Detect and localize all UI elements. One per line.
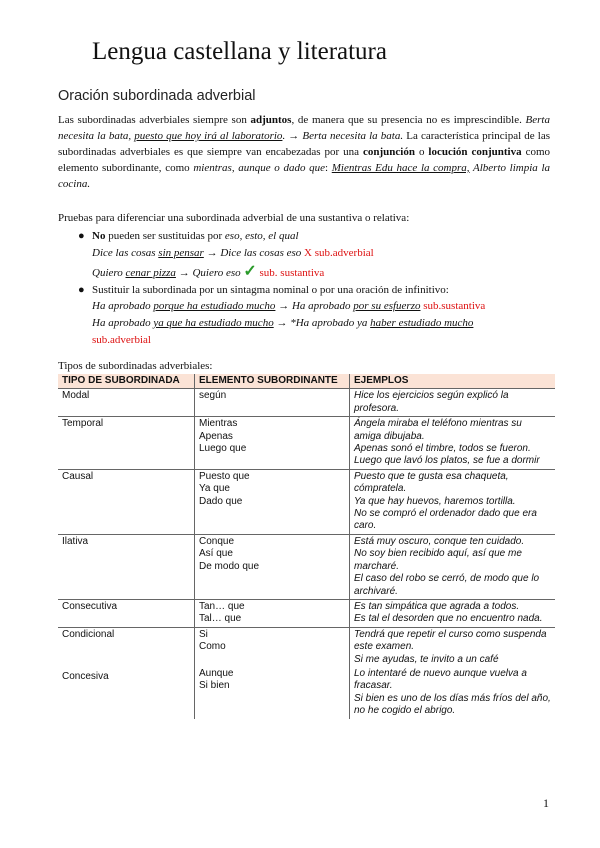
example-item: Hice los ejercicios según explicó la profesora. (354, 390, 509, 414)
text: Dice las cosas (92, 246, 159, 259)
annotation-mark: sub.sustantiva (420, 300, 486, 313)
table-row (58, 469, 555, 534)
cell-tipo: Ilativa (58, 534, 195, 599)
intro-text: Las subordinadas adverbiales siempre son (58, 114, 251, 126)
page-title: Lengua castellana y literatura (92, 38, 387, 65)
subordinate-types-table (58, 374, 555, 719)
example-result: . → Berta necesita la bata. (282, 130, 404, 142)
header-ejemplos: EJEMPLOS (350, 374, 556, 389)
table-header-row (58, 374, 555, 389)
cell-elemento (195, 417, 350, 470)
example-subordinate: Mientras Edu hace la compra, (331, 162, 470, 174)
text: → *Ha aprobado ya (273, 316, 371, 329)
example-connectors: mientras, aunque o dado que (193, 162, 326, 174)
keyword-locucion: locución conjuntiva (428, 146, 522, 158)
example-item: Apenas sonó el timbre, todos se fueron. (354, 443, 531, 455)
cell-tipo: Consecutiva (58, 599, 195, 627)
list-item (58, 282, 550, 299)
example-item: Si bien es uno de los días más fríos del año, no he cogido el abrigo. (354, 692, 551, 717)
example-item: Está muy oscuro, conque ten cuidado. (354, 535, 525, 547)
tests-list (58, 228, 550, 348)
annotation-mark: X sub.adverbial (304, 246, 374, 259)
table-row (58, 534, 555, 599)
example-line (58, 332, 550, 349)
cell-ejemplos (350, 627, 556, 667)
text: → Ha aprobado (275, 300, 354, 313)
elemento-item: Apenas (199, 430, 233, 442)
table-row (58, 627, 555, 667)
cell-elemento (195, 599, 350, 627)
check-icon: ✓ (243, 263, 257, 281)
example-line (58, 264, 550, 282)
elemento-item: Tan… que (199, 600, 245, 612)
example-sentence: Alberto limpia la cocina. (58, 162, 551, 190)
cell-elemento (195, 667, 350, 719)
cell-tipo: Modal (58, 389, 195, 417)
text: → Quiero eso (175, 267, 244, 280)
italic-text: eso, esto, el qual (224, 230, 299, 242)
elemento-item: Si bien (199, 680, 230, 692)
bullet-icon: ● (78, 283, 85, 296)
elemento-item: Ya que (199, 483, 230, 495)
example-item: Si me ayudas, te invito a un café (354, 653, 499, 665)
cell-tipo: Temporal (58, 417, 195, 470)
cell-ejemplos (350, 389, 556, 417)
example-item: No se compró el ordenador dado que era caro. (354, 508, 537, 532)
intro-text: como elemento subordinante, como (58, 146, 551, 174)
section-heading: Oración subordinada adverbial (58, 88, 256, 104)
intro-text: o (414, 146, 429, 158)
example-item: Puesto que te gusta esa chaqueta, cómpratela. (354, 470, 509, 495)
cell-tipo: Condicional (58, 627, 195, 667)
example-item: El caso del robo se cerró, de modo que lo archivaré. (354, 573, 540, 597)
text: Quiero (92, 267, 126, 280)
cell-elemento (195, 534, 350, 599)
intro-text: , de manera que su presencia no es imprescindible. (291, 114, 526, 126)
elemento-item: De modo que (199, 560, 260, 572)
example-item: Es tal el desorden que no encuentro nada. (354, 613, 543, 625)
elemento-item: Así que (199, 548, 233, 560)
intro-text: : (325, 162, 332, 174)
table-row (58, 389, 555, 417)
annotation-mark: sub. sustantiva (256, 267, 325, 280)
cell-ejemplos (350, 469, 556, 534)
bullet-icon: ● (78, 230, 85, 242)
page-number: 1 (543, 796, 549, 810)
example-item: Ángela miraba el teléfono mientras su amiga dibujaba. (354, 418, 522, 442)
tests-heading: Pruebas para diferenciar una subordinada adverbial de una sustantiva o relativa: (58, 212, 410, 224)
header-tipo: TIPO DE SUBORDINADA (58, 374, 195, 389)
elemento-item: Aunque (199, 667, 234, 679)
elemento-item: Dado que (199, 495, 243, 507)
example-line (58, 298, 550, 315)
underlined-text: por su esfuerzo (353, 300, 421, 313)
elemento-item: Mientras (199, 418, 238, 430)
text: Ha aprobado (92, 316, 154, 329)
underlined-text: ya que ha estudiado mucho (153, 316, 274, 329)
table-row (58, 417, 555, 470)
cell-ejemplos (350, 417, 556, 470)
elemento-item: Luego que (199, 443, 247, 455)
keyword-conjuncion: conjunción (363, 146, 415, 158)
elemento-item: según (199, 390, 227, 402)
intro-paragraph (58, 112, 550, 192)
underlined-text: sin pensar (158, 246, 204, 259)
elemento-item: Puesto que (199, 470, 250, 482)
example-item: Ya que hay huevos, haremos tortilla. (354, 495, 516, 507)
cell-ejemplos (350, 534, 556, 599)
elemento-item: Tal… que (199, 613, 242, 625)
example-item: Luego que lavó los platos, se fue a dormir (354, 455, 540, 467)
list-item (58, 228, 550, 245)
text: Ha aprobado (92, 300, 154, 313)
elemento-item: Conque (199, 535, 235, 547)
underlined-text: haber estudiado mucho (370, 316, 474, 329)
cell-elemento (195, 469, 350, 534)
cell-tipo: Concesiva (58, 667, 195, 719)
text: pueden ser sustituidas por (105, 230, 225, 242)
cell-ejemplos (350, 599, 556, 627)
cell-elemento (195, 627, 350, 667)
cell-elemento (195, 389, 350, 417)
cell-ejemplos (350, 667, 556, 719)
cell-tipo: Causal (58, 469, 195, 534)
header-elemento: ELEMENTO SUBORDINANTE (195, 374, 350, 389)
intro-text: La característica principal de las subordinadas adverbiales es que siempre van encabezadas por una (58, 130, 550, 158)
elemento-item: Si (199, 628, 208, 640)
bold-text: No (92, 230, 106, 242)
example-item: Lo intentaré de nuevo aunque vuelva a fracasar. (354, 667, 527, 692)
text: Sustituir la subordinada por un sintagma nominal o por una oración de infinitivo: (92, 283, 449, 296)
table-row (58, 667, 555, 719)
keyword-adjuntos: adjuntos (250, 114, 292, 126)
text: → Dice las cosas eso (203, 246, 305, 259)
table-row (58, 599, 555, 627)
underlined-text: cenar pizza (125, 267, 176, 280)
example-item: No soy bien recibido aquí, así que me marcharé. (354, 548, 522, 572)
elemento-item: Como (199, 641, 226, 653)
example-subordinate: puesto que hoy irá al laboratorio (134, 130, 283, 142)
example-item: Tendrá que repetir el curso como suspenda este examen. (354, 628, 547, 653)
annotation-mark: sub.adverbial (92, 333, 151, 346)
example-line (58, 245, 550, 262)
example-line (58, 315, 550, 332)
example-item: Es tan simpática que agrada a todos. (354, 600, 520, 612)
underlined-text: porque ha estudiado mucho (153, 300, 276, 313)
table-heading: Tipos de subordinadas adverbiales: (58, 360, 213, 372)
example-sentence: Berta necesita la bata, (58, 114, 550, 142)
